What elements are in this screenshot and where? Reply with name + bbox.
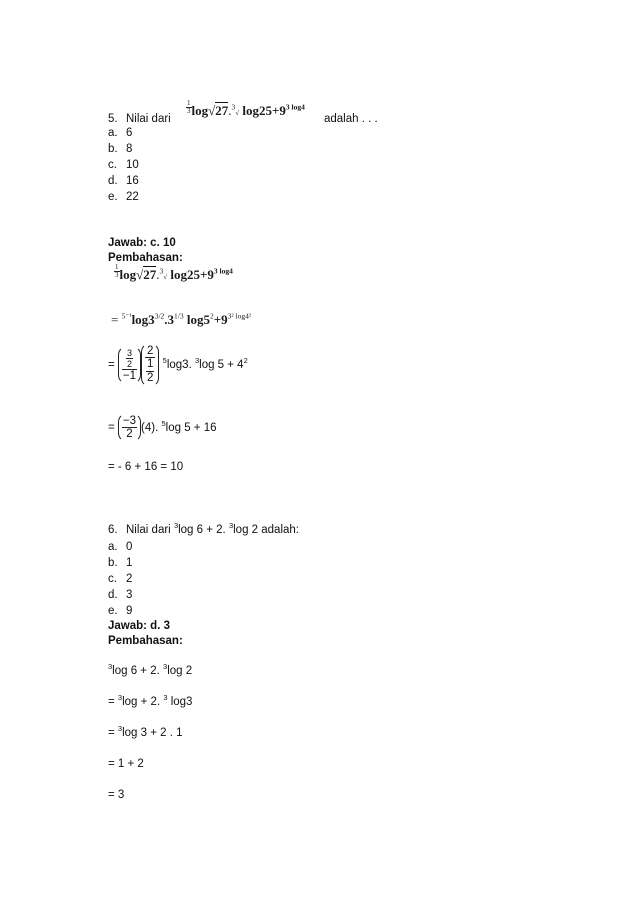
- fraction-group: [141, 343, 159, 387]
- numerator: 3: [126, 348, 132, 358]
- log-text: log: [119, 267, 137, 282]
- denominator: 2: [126, 359, 132, 369]
- option-value: 6: [126, 127, 133, 139]
- option-letter: d.: [108, 175, 118, 187]
- option-letter: a.: [108, 127, 118, 139]
- text: log 6 + 2.: [112, 665, 164, 677]
- log-base: 3: [194, 356, 200, 366]
- option-letter: b.: [108, 143, 118, 155]
- log-text-2: log25+9: [242, 103, 286, 118]
- log-base: 3: [117, 693, 123, 703]
- step-3: [108, 343, 248, 387]
- term: .3: [164, 312, 175, 327]
- log-term: log3: [131, 312, 155, 327]
- log-base-denominator: 3: [187, 107, 191, 115]
- text: log 2: [167, 665, 193, 677]
- option-value: 3: [126, 589, 133, 601]
- text: log 6 + 2.: [178, 524, 229, 536]
- log-base: 3: [228, 521, 234, 531]
- option-letter: c.: [108, 573, 117, 585]
- text: =: [108, 696, 118, 708]
- root-index: 3: [159, 266, 164, 276]
- log-base: 5: [161, 418, 166, 428]
- denominator: 2: [126, 428, 133, 440]
- solution-line-1: [108, 664, 192, 678]
- text: log 3 + 2 . 1: [122, 727, 183, 739]
- log-base: 3: [163, 693, 168, 703]
- discussion-label: Pembahasan:: [108, 252, 183, 264]
- denominator: 2: [147, 372, 154, 384]
- exponent: 3² log4²: [227, 311, 252, 321]
- option-letter: c.: [108, 159, 117, 171]
- equals-sign: =: [108, 421, 115, 434]
- option-letter: e.: [108, 191, 118, 203]
- fraction-group: [118, 346, 141, 384]
- numerator: −3: [122, 415, 137, 427]
- log-term: log5: [186, 312, 210, 327]
- log-base: 3: [173, 521, 179, 531]
- text: =: [108, 727, 118, 739]
- exponent: 3 log4: [285, 102, 305, 112]
- numerator: 1: [147, 358, 154, 370]
- log-base: 3: [108, 662, 113, 672]
- log-base-denominator: 3: [115, 271, 119, 279]
- exponent: 2: [210, 311, 214, 321]
- radicand: 27: [215, 103, 229, 118]
- step-1: $\frac{1}{3}$ log√27.$^3$√ $\log 25+9^{3 log4}$: [115, 263, 233, 282]
- term: (4).: [141, 421, 162, 434]
- option-letter: e.: [108, 605, 118, 617]
- option-value: 10: [126, 159, 139, 171]
- option-value: 0: [126, 541, 133, 553]
- exponent: 1/3: [174, 311, 184, 321]
- step-5: = - 6 + 16 = 10: [108, 461, 184, 473]
- log-text-2: log25+9: [170, 267, 214, 282]
- option-value: 2: [126, 573, 133, 585]
- answer: Jawab: d. 3: [108, 620, 170, 632]
- question-prefix: Nilai dari: [126, 113, 171, 125]
- solution-line-2: [108, 695, 192, 709]
- term: log 5 + 16: [165, 421, 217, 434]
- discussion-label: Pembahasan:: [108, 635, 183, 647]
- text: log 2 adalah:: [233, 524, 299, 536]
- step-4: [108, 413, 217, 442]
- fraction-group: [118, 413, 141, 442]
- log-text: log: [191, 103, 209, 118]
- question-suffix: adalah . . .: [324, 113, 378, 125]
- text: log + 2.: [122, 696, 164, 708]
- question-text: [126, 523, 299, 537]
- question-expression: $\frac{1}{3}$ log√27.$^3$√ $\log 25+9^{3 log4}$: [187, 99, 305, 118]
- exponent: 3/2: [154, 311, 165, 321]
- text: Nilai dari: [126, 524, 174, 536]
- log-base: 5: [162, 356, 167, 366]
- option-value: 9: [126, 605, 133, 617]
- step-2: [111, 312, 251, 328]
- equals-sign: =: [111, 312, 119, 327]
- term: log 5 + 4: [199, 359, 244, 371]
- radicand: 27: [143, 267, 157, 282]
- exponent: 3 log4: [213, 266, 233, 276]
- option-value: 22: [126, 191, 139, 203]
- option-letter: b.: [108, 557, 118, 569]
- option-letter: a.: [108, 541, 118, 553]
- term: log3.: [166, 359, 195, 371]
- option-letter: d.: [108, 589, 118, 601]
- root-index: 3: [231, 102, 236, 112]
- log-base-numerator: 1: [187, 99, 191, 107]
- numerator: 2: [147, 345, 154, 357]
- question-number: 5.: [108, 113, 118, 125]
- term: +9: [213, 312, 228, 327]
- question-number: 6.: [108, 524, 118, 536]
- option-value: 8: [126, 143, 133, 155]
- dot: .: [228, 103, 232, 118]
- log-base-numerator: 1: [115, 263, 119, 271]
- option-value: 1: [126, 557, 133, 569]
- exponent: 2: [243, 356, 248, 366]
- log-base: 3: [117, 724, 123, 734]
- log-base: 3: [163, 662, 168, 672]
- solution-line-4: = 1 + 2: [108, 758, 144, 770]
- option-value: 16: [126, 175, 139, 187]
- solution-line-5: = 3: [108, 789, 125, 801]
- log-base: 5⁻¹: [121, 311, 132, 321]
- dot: .: [156, 267, 160, 282]
- solution-line-3: [108, 726, 183, 740]
- answer: Jawab: c. 10: [108, 237, 176, 249]
- denominator: −1: [122, 370, 137, 382]
- equals-sign: =: [108, 359, 115, 371]
- text: log3: [167, 696, 193, 708]
